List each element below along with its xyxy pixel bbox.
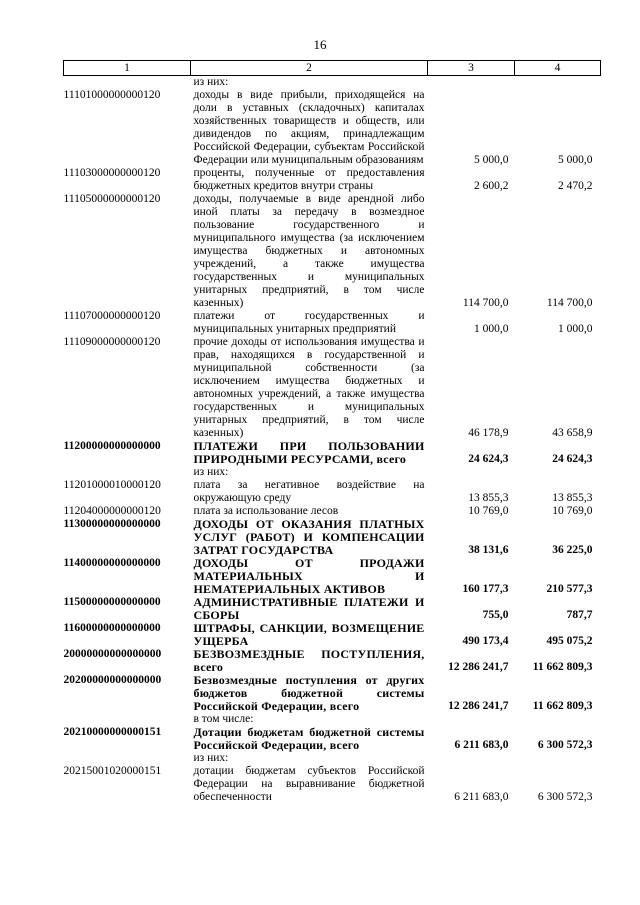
value-2020-cell: 11 662 809,3 <box>532 700 593 712</box>
code-cell: 11105000000000120 <box>63 193 161 205</box>
code-cell: 20215001020000151 <box>63 765 162 777</box>
value-2019-cell: 13 855,3 <box>468 492 509 504</box>
table-header-row <box>64 61 601 76</box>
code-cell: 11101000000000120 <box>63 89 161 101</box>
table-row <box>64 336 601 440</box>
value-2020-cell: 13 855,3 <box>552 492 593 504</box>
value-2020-cell: 6 300 572,3 <box>537 791 593 803</box>
column-header-3: 3 <box>428 61 515 76</box>
name-cell: проценты, полученные от предоставления бюджетных кредитов внутри страны <box>193 167 425 192</box>
table-row <box>64 479 601 505</box>
value-2020-cell <box>515 76 601 90</box>
value-2020-cell <box>515 713 601 726</box>
revenue-table <box>63 60 601 804</box>
value-2020-cell: 114 700,0 <box>546 297 593 309</box>
value-2019-cell: 1 000,0 <box>474 323 509 335</box>
table-row <box>64 518 601 557</box>
value-2020-cell: 43 658,9 <box>552 427 593 439</box>
code-cell <box>64 76 191 90</box>
name-cell: плата за использование лесов <box>193 505 339 517</box>
code-cell: 20000000000000000 <box>63 648 162 660</box>
name-cell: АДМИНИСТРАТИВНЫЕ ПЛАТЕЖИ И СБОРЫ <box>193 595 425 622</box>
name-cell: ДОХОДЫ ОТ ОКАЗАНИЯ ПЛАТНЫХ УСЛУГ (РАБОТ) И КОМПЕНСАЦИИ ЗАТРАТ ГОСУДАРСТВА <box>193 517 425 557</box>
value-2019-cell: 6 211 683,0 <box>454 791 509 803</box>
value-2020-cell: 787,7 <box>566 609 593 621</box>
value-2019-cell: 160 177,3 <box>462 583 509 595</box>
name-cell: из них: <box>193 466 229 478</box>
code-cell: 11109000000000120 <box>63 336 161 348</box>
value-2019-cell <box>428 76 515 90</box>
value-2020-cell: 495 075,2 <box>546 635 593 647</box>
table-row <box>64 622 601 648</box>
code-cell <box>64 752 191 765</box>
value-2020-cell: 210 577,3 <box>546 583 593 595</box>
value-2019-cell: 12 286 241,7 <box>448 661 509 673</box>
code-cell: 11200000000000000 <box>63 440 161 452</box>
code-cell: 11201000010000120 <box>63 479 161 491</box>
value-2019-cell <box>428 466 515 479</box>
table-row <box>64 76 601 90</box>
value-2020-cell: 2 470,2 <box>558 180 593 192</box>
table-row <box>64 310 601 336</box>
name-cell: доходы в виде прибыли, приходящейся на доли в уставных (складочных) капиталах хозяйственных товариществ и обществ, или дивидендов по акциям, принадлежащим Российской Федерации, субъектам Российской Федерации или муниципальным образованиям <box>193 89 425 166</box>
name-cell: плата за негативное воздействие на окружающую среду <box>193 479 425 504</box>
code-cell: 11500000000000000 <box>63 596 161 608</box>
code-cell: 20200000000000000 <box>63 674 162 686</box>
value-2019-cell: 46 178,9 <box>468 427 509 439</box>
code-cell: 11103000000000120 <box>63 167 161 179</box>
value-2019-cell: 24 624,3 <box>468 453 509 465</box>
table-row <box>64 752 601 765</box>
code-cell: 20210000000000151 <box>63 726 162 738</box>
table-row <box>64 674 601 713</box>
name-cell: Безвозмездные поступления от других бюджетов бюджетной системы Российской Федерации, всего <box>193 673 425 713</box>
value-2020-cell: 6 300 572,3 <box>537 739 593 751</box>
value-2020-cell: 5 000,0 <box>558 154 593 166</box>
value-2020-cell: 1 000,0 <box>558 323 593 335</box>
value-2019-cell: 10 769,0 <box>468 505 509 517</box>
name-cell: ДОХОДЫ ОТ ПРОДАЖИ МАТЕРИАЛЬНЫХ И НЕМАТЕРИАЛЬНЫХ АКТИВОВ <box>193 556 425 596</box>
column-header-2: 2 <box>191 61 428 76</box>
value-2020-cell: 24 624,3 <box>552 453 593 465</box>
value-2020-cell: 36 225,0 <box>552 544 593 556</box>
value-2020-cell <box>515 466 601 479</box>
name-cell: доходы, получаемые в виде арендной либо иной платы за передачу в возмездное пользование государственного и муниципального имущества (за исключением имущества бюджетных и автономных учреждений, а также имущества государственных и муниципальных унитарных предприятий, в том числе казенных) <box>193 193 425 309</box>
code-cell: 11600000000000000 <box>63 622 161 634</box>
value-2020-cell <box>515 752 601 765</box>
value-2019-cell: 6 211 683,0 <box>454 739 509 751</box>
table-row <box>64 466 601 479</box>
table-row <box>64 440 601 466</box>
name-cell: платежи от государственных и муниципальных унитарных предприятий <box>193 310 425 335</box>
value-2020-cell: 11 662 809,3 <box>532 661 593 673</box>
table-row <box>64 89 601 167</box>
table-row <box>64 648 601 674</box>
value-2019-cell: 5 000,0 <box>474 154 509 166</box>
column-header-4: 4 <box>515 61 601 76</box>
table-row <box>64 193 601 310</box>
value-2020-cell: 10 769,0 <box>552 505 593 517</box>
name-cell: БЕЗВОЗМЕЗДНЫЕ ПОСТУПЛЕНИЯ, всего <box>193 647 425 674</box>
name-cell: дотации бюджетам субъектов Российской Федерации на выравнивание бюджетной обеспеченности <box>193 765 425 803</box>
table-row <box>64 557 601 596</box>
name-cell: прочие доходы от использования имущества и прав, находящихся в государственной и муниципальной собственности (за исключением имущества бюджетных и автономных учреждений, а также имущества государственных и муниципальных унитарных предприятий, в том числе казенных) <box>193 336 425 439</box>
name-cell: из них: <box>193 76 229 88</box>
page-number: 16 <box>313 37 327 52</box>
name-cell: ШТРАФЫ, САНКЦИИ, ВОЗМЕЩЕНИЕ УЩЕРБА <box>193 621 425 648</box>
value-2019-cell <box>428 752 515 765</box>
name-cell: в том числе: <box>193 713 254 725</box>
value-2019-cell: 755,0 <box>482 609 509 621</box>
code-cell: 11107000000000120 <box>63 310 161 322</box>
code-cell: 11300000000000000 <box>63 518 161 530</box>
value-2019-cell: 2 600,2 <box>474 180 509 192</box>
name-cell: ПЛАТЕЖИ ПРИ ПОЛЬЗОВАНИИ ПРИРОДНЫМИ РЕСУРСАМИ, всего <box>193 439 425 466</box>
table-body <box>64 76 601 805</box>
value-2019-cell: 38 131,6 <box>468 544 509 556</box>
code-cell: 11400000000000000 <box>63 557 161 569</box>
table-row <box>64 765 601 804</box>
code-cell: 11204000000000120 <box>63 505 161 517</box>
value-2019-cell: 12 286 241,7 <box>448 700 509 712</box>
value-2019-cell: 490 173,4 <box>462 635 509 647</box>
code-cell <box>64 713 191 726</box>
table-row <box>64 726 601 752</box>
value-2019-cell <box>428 713 515 726</box>
column-header-1: 1 <box>64 61 191 76</box>
name-cell: из них: <box>193 752 229 764</box>
table-row <box>64 596 601 622</box>
table-row <box>64 167 601 193</box>
code-cell <box>64 466 191 479</box>
value-2019-cell: 114 700,0 <box>462 297 509 309</box>
name-cell: Дотации бюджетам бюджетной системы Российской Федерации, всего <box>193 725 425 752</box>
